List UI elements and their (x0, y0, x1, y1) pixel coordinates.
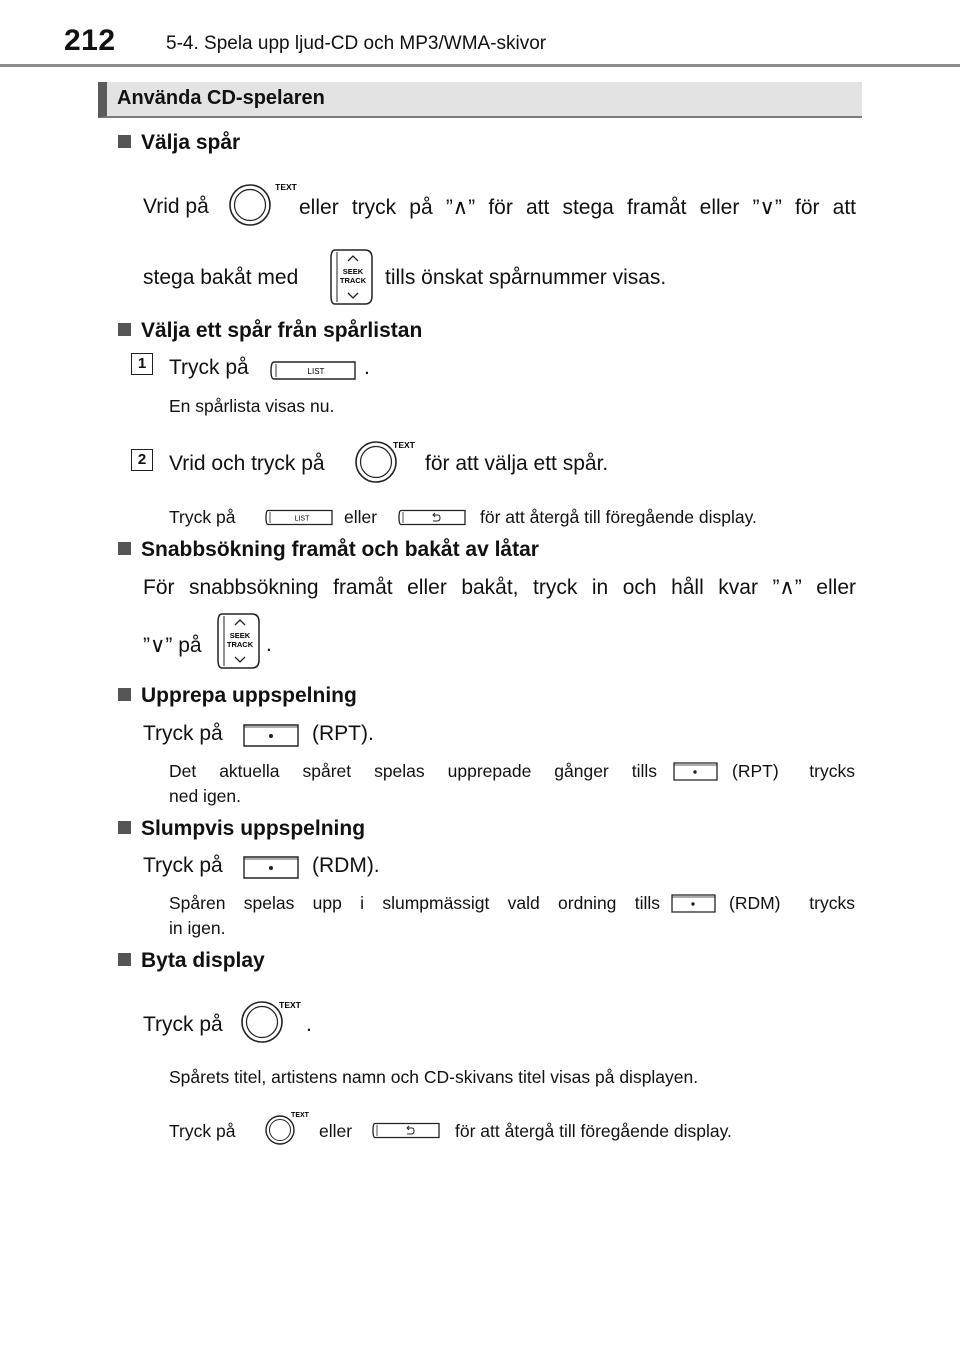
seek-label: SEEK (229, 631, 251, 640)
square-bullet-icon (118, 135, 131, 148)
step-badge-1: 1 (131, 353, 153, 375)
text-knob-icon (238, 996, 310, 1046)
back-button-icon (398, 509, 468, 527)
seek-track-switch-icon (327, 248, 375, 306)
s5-note-a: Spåren spelas upp i slumpmässigt vald ordning tills (169, 893, 660, 913)
square-bullet-icon (118, 688, 131, 701)
s4-note-a: Det aktuella spåret spelas upprepade gånger tills (169, 761, 657, 781)
knob-label: TEXT (275, 182, 297, 192)
preset-dot-button-icon (672, 761, 720, 783)
s3-text-b: ”∨” på (143, 634, 202, 657)
list-label: LIST (294, 515, 310, 523)
text-knob-icon (262, 1108, 314, 1146)
s6-note-d: för att återgå till föregående display. (455, 1121, 732, 1141)
heading-valja-spar: Välja spår (118, 131, 240, 155)
s5-note-b: (RDM) trycks (729, 893, 855, 913)
track-label: TRACK (226, 640, 254, 649)
list-label: LIST (307, 367, 325, 376)
heading-upprepa: Upprepa uppspelning (118, 684, 357, 708)
s4-text-a: Tryck på (143, 722, 223, 745)
list-button-icon (265, 509, 335, 527)
s6-text-b: . (306, 1013, 312, 1036)
step2-note-a: Tryck på (169, 507, 236, 527)
preset-dot-button-icon (242, 723, 302, 749)
text-knob-icon (352, 436, 424, 484)
s4-text-b: (RPT). (312, 722, 374, 745)
s6-note-c: eller (319, 1121, 353, 1141)
s3-text-c: . (266, 633, 272, 656)
s1-text-c: stega bakåt med (143, 266, 299, 289)
s1-text-d: tills önskat spårnummer visas. (385, 266, 667, 289)
s4-note-c: ned igen. (169, 786, 242, 806)
s5-note-c: in igen. (169, 918, 226, 938)
s5-text-a: Tryck på (143, 854, 223, 877)
square-bullet-icon (118, 323, 131, 336)
step1-text-b: . (364, 356, 370, 379)
back-button-icon (372, 1122, 442, 1140)
heading-spar-fran-lista: Välja ett spår från spårlistan (118, 319, 422, 343)
step2-note-c: för att återgå till föregående display. (480, 507, 757, 527)
heading-snabbsokning: Snabbsökning framåt och bakåt av låtar (118, 538, 539, 562)
square-bullet-icon (118, 821, 131, 834)
step2-text-a: Vrid och tryck på (169, 452, 325, 475)
section-header (98, 82, 862, 118)
step-badge-2: 2 (131, 449, 153, 471)
step2-note-b: eller (344, 507, 378, 527)
knob-label: TEXT (279, 1000, 301, 1010)
s6-note-a: Spårets titel, artistens namn och CD-skivans titel visas på displayen. (169, 1067, 699, 1087)
s4-note-b: (RPT) trycks (732, 761, 855, 781)
header-rule (0, 64, 960, 67)
knob-label: TEXT (393, 440, 415, 450)
seek-track-switch-icon (214, 612, 262, 670)
page-number: 212 (64, 24, 116, 57)
chapter-title: 5-4. Spela upp ljud-CD och MP3/WMA-skivor (166, 33, 547, 54)
step1-text-a: Tryck på (169, 356, 249, 379)
step2-text-b: för att välja ett spår. (425, 452, 609, 475)
heading-slumpvis: Slumpvis uppspelning (118, 817, 365, 841)
heading-byta-display: Byta display (118, 949, 265, 973)
s3-text-a: För snabbsökning framåt eller bakåt, tryck in och håll kvar ”∧” eller (143, 576, 856, 599)
step1-note: En spårlista visas nu. (169, 396, 335, 416)
list-button-icon (270, 360, 358, 382)
track-label: TRACK (339, 276, 367, 285)
s5-text-b: (RDM). (312, 854, 380, 877)
s1-text-b: eller tryck på ”∧” för att stega framåt eller ”∨” för att (299, 196, 856, 219)
preset-dot-button-icon (670, 893, 718, 915)
seek-label: SEEK (342, 267, 364, 276)
square-bullet-icon (118, 953, 131, 966)
knob-label: TEXT (291, 1112, 309, 1119)
square-bullet-icon (118, 542, 131, 555)
section-title: Använda CD-spelaren (117, 87, 325, 109)
s1-text-a: Vrid på (143, 195, 209, 218)
preset-dot-button-icon (242, 855, 302, 881)
text-knob-icon (226, 180, 298, 228)
s6-text-a: Tryck på (143, 1013, 223, 1036)
s6-note-b: Tryck på (169, 1121, 236, 1141)
